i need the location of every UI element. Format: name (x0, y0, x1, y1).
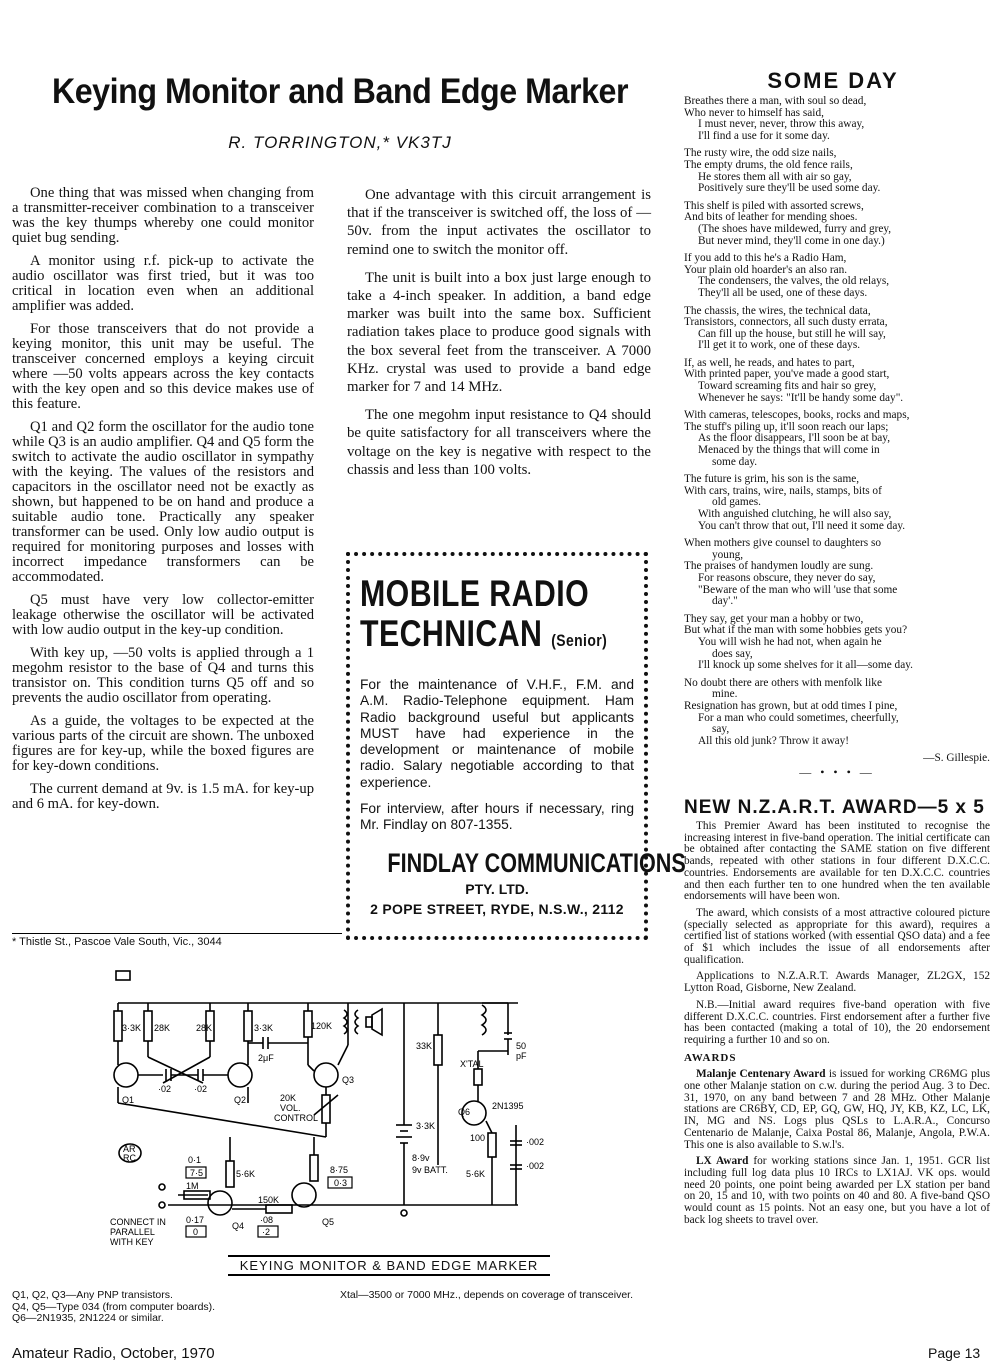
section-divider: — • • • — (799, 764, 875, 779)
circuit-schematic (108, 965, 558, 1255)
poem-line: young, (712, 548, 744, 561)
label-c3: 2μF (258, 1053, 274, 1063)
paragraph: A monitor using r.f. pick-up to activate the audio oscillator was first tried, but it was too critical in location even when an additional amplifier was added. (12, 253, 314, 314)
poem-line: All this old junk? Throw it away! (698, 734, 850, 747)
poem-line: day'." (712, 595, 738, 608)
author-footnote: * Thistle St., Pascoe Vale South, Vic., 3044 (12, 933, 342, 948)
article-title: Keying Monitor and Band Edge Marker (51, 72, 629, 111)
label-r56a: 5·6K (466, 1169, 486, 1179)
poem-title: SOME DAY (767, 68, 899, 93)
poem-line: If, as well, he reads, and hates to part, (684, 356, 855, 369)
label-rc: AR (123, 1144, 136, 1154)
poem-line: I'll find a use for it some day. (698, 129, 830, 142)
schematic-caption: KEYING MONITOR & BAND EDGE MARKER (228, 1255, 550, 1276)
poem-stanza (684, 253, 990, 299)
poem-line: does say, (712, 647, 753, 660)
ad-company: FINDLAY COMMUNICATIONS (387, 847, 686, 878)
award-paragraph: The award, which consists of a most attractive coloured picture (specially selected as appropriate for this award), requires a certified list of stations worked (with essential QSO data) and a fee of $1 which includes the issue of all endorsements after qualification. (684, 906, 990, 966)
award-paragraph: This Premier Award has been instituted to recognise the increasing interest in five-band operation. The initial certificate can be obtained after contacting the SAME station on five different bands, repeated with other stations in four different D.X.C.C. countries. Endorsements are available for ten D.X.C.C. countries and then each further ten to one hundred when the ten available endorsements will have been won. (684, 820, 990, 903)
poem-line: some day. (712, 455, 758, 468)
poem-line: For a man who could sometimes, cheerfully, (698, 711, 899, 724)
poem-line: The rusty wire, the odd size nails, (684, 147, 837, 160)
legend-note: INDICATES VOLTAGE WITH KEY (134, 971, 279, 982)
poem-line: You can't throw that out, I'll need it some day. (698, 519, 906, 532)
label-rc: RC (123, 1153, 136, 1163)
label-c1: ·02 (158, 1084, 172, 1094)
label-v017: 0·17 (186, 1215, 205, 1225)
label-v01: 0·1 (188, 1155, 202, 1165)
label-vol: 20K (280, 1093, 297, 1103)
poem-line: The stuff's piling up, it'll soon reach our laps; (684, 420, 889, 433)
ad-headline-2 (360, 613, 608, 661)
label-connect: PARALLEL (110, 1227, 155, 1237)
poem-line: No doubt there are others with menfolk like (684, 676, 882, 689)
poem-line: say, (712, 723, 730, 736)
label-v08: ·08 (260, 1215, 274, 1225)
poem-line: Breathes there a man, with soul so dead, (684, 95, 867, 107)
label-c6: ·002 (526, 1137, 545, 1147)
poem-line: Your plain old hoarder's an also ran. (684, 263, 848, 276)
poem-line: This shelf is piled with assorted screws, (684, 199, 864, 212)
paragraph: The one megohm input resistance to Q4 should be quite satisfactory for all transceivers where the voltage on the key is negative with respect to the chassis and less than 100 volts. (347, 407, 651, 478)
poem-line: They say, get your man a hobby or two, (684, 612, 864, 625)
paragraph: For those transceivers that do not provide a keying monitor, this unit may be useful. The transceiver concerned employs a keying circuit where —50 volts appears across the key contacts with the key open and so this device makes use of this feature. (12, 321, 314, 412)
slug-note: SLUG TUNED COIL TO (374, 973, 476, 984)
poem (684, 96, 990, 778)
page-number: Page 13 (928, 1345, 981, 1361)
poem-line: Positively sure they'll be used some day. (698, 182, 881, 195)
poem-line: As the floor disappears, I'll soon be at bay, (698, 432, 891, 445)
poem-line: The condensers, the valves, the old relays, (698, 275, 890, 288)
poem-line: The chassis, the wires, the technical data, (684, 304, 871, 317)
award-title: NEW N.Z.A.R.T. AWARD—5 x 5 (684, 797, 985, 818)
poem-line: If you add to this he's a Radio Ham, (684, 252, 847, 265)
paragraph: One thing that was missed when changing from a transmitter-receiver combination to a transceiver was the key thumps whereby one could monitor quiet bug sending. (12, 185, 314, 246)
voltage-box-legend (116, 971, 130, 980)
poem-stanza (684, 538, 990, 608)
label-r5: 120K (311, 1021, 333, 1031)
poem-line: Menaced by the things that will come in (698, 444, 880, 457)
poem-line: When mothers give counsel to daughters so (684, 537, 882, 550)
poem-line: (The shoes have mildewed, furry and grey, (698, 222, 892, 235)
ad-headline: MOBILE RADIO (360, 573, 590, 614)
label-v0: 0 (193, 1227, 199, 1237)
award-text: is issued for working CR6MG plus one other Malanje station on c.w. during the period Aug. 3 to Dec. 31, 1970, on any band between 7 and 28 MHz. Other Malanje stations are CR6BY, CD, EP, GQ, GW, HQ, JY, KB, KZ, LC, LK, IN, MG and NS. Logs plus QSLs to L.A.R.A., Concurso Centenario de Malanje, Caixa Postal 86, Malanje, Angola, P.W.A. This one is also available to S.w.l's. (684, 1068, 990, 1151)
label-r150: 150K (258, 1195, 280, 1205)
label-r3: 28K (196, 1023, 213, 1033)
poem-line: I'll get it to work, one of these days. (698, 339, 861, 352)
label-c50: 50 (516, 1041, 527, 1051)
poem-stanza (684, 474, 990, 532)
poem-line: And bits of leather for mending shoes. (684, 211, 858, 224)
parts-item: Q4, Q5—Type 034 (from computer boards). (12, 1300, 216, 1313)
slug-note: SUIT XTAL FREQUENCY (374, 983, 484, 994)
label-33k: 33K (416, 1041, 433, 1051)
poem-line: Resignation has grown, but at odd times I pine, (684, 699, 898, 712)
label-r6: 3·3K (416, 1121, 436, 1131)
label-q1: Q1 (122, 1095, 135, 1105)
poem-stanzas (684, 96, 990, 747)
poem-line: Who never to himself has said, (684, 106, 824, 119)
poem-stanza (684, 410, 990, 468)
poem-stanza (684, 306, 990, 352)
poem-line: Can fill up the house, but still he will say, (698, 327, 886, 340)
poem-stanza (684, 358, 990, 404)
poem-line: I must never, never, throw this away, (698, 118, 865, 131)
paragraph: With key up, —50 volts is applied through a 1 megohm resistor to the base of Q4 and turns this transistor on. This condition turns Q5 off and so prevents the audio oscillator from operating. (12, 645, 314, 706)
label-q6: Q6 (458, 1107, 471, 1117)
paragraph: The unit is built into a box just large enough to take a 4-inch speaker. In addition, a band edge marker was built into the same box. Sufficient radiation takes place to produce good signals with the box several feet from the transceiver. A 7000 KHz. crystal was used to provide a band edge marker for 7 and 14 MHz. (347, 269, 651, 396)
award-paragraph: Applications to N.Z.A.R.T. Awards Manager, ZL2GX, 152 Lytton Road, Gisborne, New Zealand. (684, 970, 990, 995)
label-v75: 7·5 (190, 1168, 204, 1178)
poem-line: With anguished clutching, he will also say, (698, 508, 892, 520)
label-c2: ·02 (194, 1084, 208, 1094)
parts-list (12, 1290, 215, 1325)
label-r1m: 1M (186, 1181, 199, 1191)
label-vol: VOL. (280, 1103, 301, 1113)
award-paragraph: N.B.—Initial award requires five-band operation with five different D.X.C.C. countries. First endorsement after a further five has been contacted (making a total of 10), the 20 endorsement requiring a further 10 and so on. (684, 998, 990, 1046)
label-connect: CONNECT IN (110, 1217, 166, 1227)
label-r2: 28K (154, 1023, 171, 1033)
poem-line: You will wish he had not, when again he (698, 635, 882, 648)
label-v2: ·2 (262, 1227, 271, 1237)
poem-line: He stores them all with air so gay, (698, 170, 852, 183)
label-q4: Q4 (232, 1221, 245, 1231)
poem-line: But never mind, they'll come in one day.) (698, 234, 885, 247)
poem-line: old games. (712, 496, 761, 509)
label-c50: pF (516, 1051, 527, 1061)
paragraph: The current demand at 9v. is 1.5 mA. for key-up and 6 mA. for key-down. (12, 781, 314, 812)
label-q6type: 2N1395 (492, 1101, 524, 1111)
ad-body: For the maintenance of V.H.F., F.M. and A.M. Radio-Telephone equipment. Ham Radio background useful but applicants MUST have had experience in the development or maintenance of mobile radio. Salary negotiable according to that experience. (360, 677, 634, 790)
label-q3: Q3 (342, 1075, 355, 1085)
ad-interview: For interview, after hours if necessary, ring Mr. Findlay on 807-1355. (360, 801, 634, 833)
label-v03: 0·3 (334, 1178, 348, 1188)
ad-seniority: (Senior) (551, 631, 608, 650)
poem-stanza (684, 678, 990, 748)
poem-line: With printed paper, you've made a good start, (684, 368, 890, 381)
label-batt: 9v BATT. (412, 1165, 448, 1175)
poem-stanza (684, 148, 990, 194)
label-r4: 3·3K (254, 1023, 274, 1033)
xtal-note: Xtal—3500 or 7000 MHz., depends on coverage of transceiver. (340, 1289, 634, 1301)
job-advertisement (346, 552, 686, 940)
legend-note: POSITIVE SIDE OF BATTERY. (116, 991, 248, 1002)
poem-stanza (684, 201, 990, 247)
ad-company-suffix: PTY. LTD. (465, 880, 529, 897)
label-vol: CONTROL (274, 1113, 319, 1123)
poem-stanza (684, 96, 990, 142)
poem-line: Toward screaming fits and hair so grey, (698, 380, 877, 393)
article-right-column (347, 186, 651, 489)
poem-line: The praises of handymen loudly are sung. (684, 560, 874, 573)
awards-heading: AWARDS (684, 1051, 737, 1064)
label-r100: 100 (470, 1133, 486, 1143)
paragraph: As a guide, the voltages to be expected at the various parts of the circuit are shown. The unboxed figures are for key-up, while the boxed figures are for key-down conditions. (12, 713, 314, 774)
label-r56b: 5·6K (236, 1169, 256, 1179)
publication-footer: Amateur Radio, October, 1970 (12, 1345, 215, 1362)
award-section (684, 821, 990, 1232)
label-batt-v: 8·9v (412, 1153, 430, 1163)
award-name: Malanje Centenary Award (696, 1068, 826, 1081)
award-paragraph (684, 1156, 990, 1226)
paragraph: Q1 and Q2 form the oscillator for the audio tone while Q3 is an audio amplifier. Q4 and Q5 form the switch to activate the audio oscillator in sympathy with the keying. The values of the resistors and capacitors in the oscillator need not be exactly as shown, but happened to be on hand and produce a suitable audio tone. Practically any speaker transformer can be used. Only low audio output is required for monitoring purposes and losses with incorrect impedance transformers can be accommodated. (12, 419, 314, 585)
poem-line: I'll knock up some shelves for it all—some day. (698, 659, 913, 672)
poem-line: Transistors, connectors, all such dusty errata, (684, 316, 888, 329)
poem-line: For reasons obscure, they never do say, (698, 571, 876, 584)
poem-line: mine. (712, 688, 738, 701)
award-text: for working stations since Jan. 1, 1951. GCR list including full log data plus 10 IRCs to LX1AJ. VK ops. would need 20 points, one point being awarded per LX station per band on 20, 15 and 10, with two points on 40 and 80. A five-band QSO would count as 15 points. Not an easy one, but you have a lot of back log sheets to travel over. (684, 1155, 990, 1226)
poem-stanza (684, 614, 990, 672)
label-c7: ·002 (526, 1161, 545, 1171)
ad-address: 2 POPE STREET, RYDE, N.S.W., 2112 (370, 900, 624, 917)
poem-line: With cars, trains, wire, nails, stamps, bits of (684, 484, 882, 497)
label-q2: Q2 (234, 1095, 247, 1105)
label-connect: WITH KEY (110, 1237, 154, 1247)
parts-item: Q1, Q2, Q3—Any PNP transistors. (12, 1289, 173, 1301)
paragraph: One advantage with this circuit arrangement is that if the transceiver is switched off, the loss of —50v. from the input activates the oscillator to remind one to switch the monitor off. (347, 187, 651, 258)
label-xtal: X'TAL (460, 1059, 484, 1069)
poem-line: The empty drums, the old fence rails, (684, 158, 853, 171)
poem-line: They'll all be used, one of these days. (698, 286, 868, 299)
article-left-column (12, 186, 314, 820)
label-r1: 3·3K (122, 1023, 142, 1033)
poem-signature: —S. Gillespie. (923, 752, 990, 765)
poem-line: With cameras, telescopes, books, rocks and maps, (684, 409, 910, 422)
paragraph: Q5 must have very low collector-emitter leakage otherwise the oscillator will be activated with low audio output in the key-up condition. (12, 592, 314, 638)
legend-note: DOWN. ALL VOLTAGES RELATIVE TO (116, 981, 284, 992)
label-v875: 8·75 (330, 1165, 349, 1175)
article-byline: R. TORRINGTON,* VK3TJ (228, 133, 452, 152)
award-paragraph (684, 1069, 990, 1151)
award-name: LX Award (696, 1155, 749, 1168)
poem-line: The future is grim, his son is the same, (684, 473, 860, 486)
ad-job-title: TECHNICAN (360, 613, 543, 654)
poem-line: "Beware of the man who will 'use that some (698, 583, 898, 596)
parts-item: Q6—2N1935, 2N1224 or similar. (12, 1312, 164, 1324)
label-q5: Q5 (322, 1217, 335, 1227)
poem-line: Whenever he says: "It'll be handy some day". (698, 391, 904, 404)
poem-line: But what if the man with some hobbies gets you? (684, 624, 908, 637)
